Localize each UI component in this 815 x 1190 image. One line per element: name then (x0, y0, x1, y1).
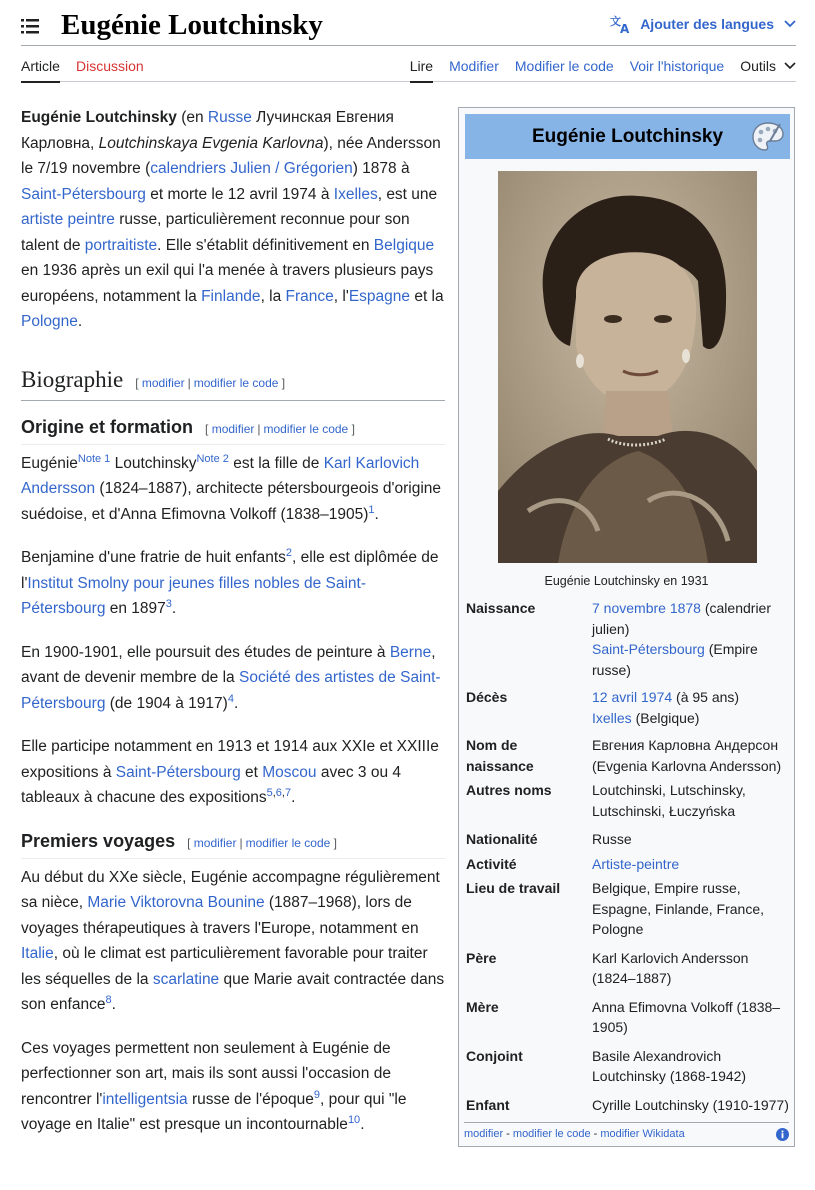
chevron-down-icon (784, 20, 796, 28)
paragraph (21, 734, 445, 811)
section-origine (21, 415, 445, 445)
paragraph (21, 865, 445, 1018)
row-label: Conjoint (466, 1047, 523, 1064)
text: (calendrier julien) (592, 600, 771, 637)
link-berne[interactable]: Berne (389, 643, 432, 661)
row-value: Karl Karlovich Andersson (1824–1887) (592, 949, 749, 986)
paragraph (21, 1036, 445, 1138)
citation-ref[interactable]: 9 (313, 1088, 320, 1101)
infobox-row-mere (466, 997, 791, 1038)
page-tabs (21, 46, 796, 82)
row-value: Евгения Карловна Андерсон (Evgenia Karlovna Andersson) (592, 737, 782, 774)
paragraph (21, 640, 445, 717)
text: , la (260, 287, 286, 305)
section-biographie (21, 365, 445, 401)
edit-code-link[interactable]: modifier le code (263, 421, 349, 436)
tab-discussion[interactable]: Discussion (76, 58, 144, 74)
section-title: Origine et formation (21, 416, 194, 437)
separator: | (257, 421, 261, 436)
link-death-place[interactable]: Ixelles (592, 709, 632, 726)
separator: | (239, 835, 243, 850)
page-title: Eugénie Loutchinsky (61, 9, 323, 41)
text: ) 1878 à (352, 160, 410, 177)
row-label: Nom de naissance (466, 737, 534, 774)
link-pologne[interactable]: Pologne (21, 313, 78, 330)
row-value: Basile Alexandrovich Loutchinsky (1868-1942) (592, 1047, 747, 1084)
separator: | (187, 375, 191, 390)
tab-historique[interactable]: Voir l'historique (629, 58, 725, 74)
section-title: Premiers voyages (21, 830, 176, 851)
row-value: Loutchinski, Lutschinsky, Lutschinski, Łuczyńska (592, 782, 746, 819)
transliteration: Loutchinskaya Evgenia Karlovna (98, 134, 324, 152)
text: (en (176, 109, 208, 126)
row-label: Décès (466, 689, 508, 705)
bracket: ] (281, 375, 286, 390)
infobox-row-enfant (466, 1095, 791, 1116)
link-death-date[interactable]: 12 avril 1974 (592, 689, 673, 705)
add-languages-label: Ajouter des langues (640, 16, 774, 32)
text: ), née Andersson le 7/19 novembre ( (21, 134, 441, 177)
row-label: Père (466, 949, 497, 966)
text: , est une (377, 185, 438, 203)
link-saint-petersbourg[interactable]: Saint-Pétersbourg (115, 763, 241, 781)
link-portraitiste[interactable]: portraitiste (84, 236, 158, 254)
row-label: Lieu de travail (466, 880, 561, 896)
footer-wikidata-link[interactable]: modifier Wikidata (600, 1128, 685, 1140)
link-intelligentsia[interactable]: intelligentsia (102, 1090, 188, 1108)
text: (à 95 ans) (672, 689, 740, 705)
link-calendriers[interactable]: calendriers Julien / Grégorien (150, 160, 353, 177)
text: est la fille de (228, 454, 324, 472)
edit-link[interactable]: modifier (141, 375, 185, 390)
row-value (592, 854, 791, 875)
add-languages-button[interactable] (610, 14, 796, 34)
citation-ref[interactable]: 2 (285, 546, 293, 559)
text: En 1900-1901, elle poursuit des études de peinture à (21, 643, 390, 661)
text: . (77, 313, 83, 330)
infobox (458, 107, 795, 1147)
infobox-row-nom (466, 735, 791, 776)
text: (Empire russe) (592, 641, 758, 678)
citation-ref[interactable]: 5 (266, 786, 273, 799)
palette-icon (750, 119, 786, 155)
infobox-title-text: Eugénie Loutchinsky (531, 126, 724, 147)
text: . (111, 996, 116, 1013)
infobox-rows (466, 598, 791, 1119)
citation-ref[interactable]: 8 (105, 993, 112, 1006)
article-body (21, 105, 445, 1156)
text: russe, particulièrement reconnue pour son talent de (21, 211, 410, 254)
link-italie[interactable]: Italie (21, 945, 54, 962)
text: , (281, 786, 285, 799)
citation-ref[interactable]: 6 (275, 786, 282, 799)
text: . (291, 789, 296, 806)
edit-link[interactable]: modifier (211, 421, 255, 436)
footer-modifier-code-link[interactable]: modifier le code (512, 1128, 591, 1140)
text: Ces voyages permettent non seulement à Eugénie de perfectionner son art, mais ils sont aussi l'occasion de rencontrer l' (21, 1039, 391, 1108)
link-institut-smolny[interactable]: Institut Smolny pour jeunes filles nobles de Saint-Pétersbourg (21, 574, 367, 617)
photo-caption: Eugénie Loutchinsky en 1931 (544, 574, 709, 588)
text: , l' (333, 287, 349, 305)
text: que Marie avait contractée dans son enfance (21, 970, 445, 1013)
row-label: Nationalité (466, 831, 538, 847)
text: Eugénie (21, 454, 78, 472)
menu-icon[interactable] (21, 18, 39, 34)
text: . (374, 505, 379, 523)
infobox-row-naissance (466, 598, 791, 680)
chevron-down-icon (784, 62, 796, 70)
infobox-row-travail (466, 878, 791, 940)
text: Elle participe notamment en 1913 et 1914 aux XXIe et XXIIIe expositions à (21, 738, 439, 781)
link-karl-andersson[interactable]: Karl Karlovich Andersson (21, 454, 420, 497)
tab-modifier[interactable]: Modifier (449, 58, 499, 74)
link-saint-petersbourg[interactable]: Saint-Pétersbourg (21, 185, 146, 203)
row-label: Naissance (466, 600, 536, 616)
infobox-footer (464, 1122, 789, 1142)
subject-name: Eugénie Loutchinsky (21, 109, 177, 126)
text: (Belgique) (631, 709, 700, 726)
portrait-photo[interactable] (498, 171, 757, 563)
text: . (360, 1116, 365, 1133)
tools-label: Outils (740, 58, 776, 74)
text: russe de l'époque (187, 1090, 314, 1108)
infobox-title (465, 114, 790, 159)
separator: - (503, 1128, 513, 1140)
note-ref[interactable]: Note 1 (77, 452, 111, 465)
citation-ref[interactable]: 3 (165, 597, 172, 610)
edit-section-links (135, 376, 285, 390)
row-value: Anna Efimovna Volkoff (1838–1905) (592, 998, 781, 1035)
bracket: [ (187, 835, 191, 850)
info-icon[interactable] (776, 1128, 789, 1141)
text: , pour qui "le voyage en Italie" est presque un incontournable (21, 1090, 407, 1133)
page-header (21, 8, 796, 46)
infobox-row-autres (466, 780, 791, 821)
link-scarlatine[interactable]: scarlatine (152, 970, 220, 988)
footer-modifier-link[interactable]: modifier (464, 1128, 504, 1140)
edit-link[interactable]: modifier (193, 835, 237, 850)
link-birth-place[interactable]: Saint-Pétersbourg (592, 641, 705, 657)
section-voyages (21, 829, 445, 859)
text: en 1897 (105, 600, 166, 617)
infobox-row-conjoint (466, 1046, 791, 1087)
link-finlande[interactable]: Finlande (201, 287, 261, 305)
row-value: Russe (592, 831, 632, 847)
note-ref[interactable]: Note 2 (196, 452, 229, 465)
text: . (233, 694, 239, 712)
row-label: Activité (466, 855, 517, 872)
edit-code-link[interactable]: modifier le code (245, 835, 331, 850)
text: , où le climat est particulièrement favorable pour traiter les séquelles de la (21, 945, 428, 988)
row-value: Belgique, Empire russe, Espagne, Finlande, France, Pologne (592, 880, 764, 937)
edit-code-link[interactable]: modifier le code (193, 375, 279, 390)
paragraph (21, 451, 445, 528)
text: avec 3 ou 4 tableaux à chacune des expositions (21, 763, 401, 806)
link-france[interactable]: France (285, 287, 334, 305)
link-espagne[interactable]: Espagne (348, 287, 411, 305)
translate-icon (610, 14, 632, 34)
tab-article[interactable]: Article (21, 58, 60, 74)
text: , avant de devenir membre de la (21, 643, 436, 686)
text: Лучинская Евгения Карловна, (21, 109, 394, 152)
citation-ref[interactable]: 10 (347, 1113, 361, 1126)
text: en 1936 après un exil qui l'a menée à travers plusieurs pays européens, notamment la (21, 262, 434, 305)
text: et (240, 763, 263, 781)
row-value: Cyrille Loutchinsky (1910-1977) (592, 1096, 789, 1113)
bracket: ] (351, 421, 355, 436)
section-title: Biographie (21, 366, 124, 392)
tools-menu[interactable] (740, 57, 796, 75)
row-value (592, 687, 791, 728)
link-societe-artistes[interactable]: Société des artistes de Saint-Pétersbourg (21, 669, 441, 712)
row-label: Mère (466, 998, 499, 1015)
link-moscou[interactable]: Moscou (262, 763, 317, 781)
bracket: [ (205, 421, 209, 436)
link-birth-date[interactable]: 7 novembre 1878 (592, 600, 701, 616)
intro-paragraph (21, 105, 445, 335)
link-marie-bounine[interactable]: Marie Viktorovna Bounine (87, 894, 265, 911)
row-label: Enfant (466, 1096, 510, 1113)
infobox-row-pere (466, 948, 791, 989)
bracket: [ (135, 375, 139, 390)
citation-ref[interactable]: 4 (227, 692, 234, 705)
text: et morte le 12 avril 1974 à (145, 185, 334, 203)
text: , elle est diplômée de l' (21, 549, 439, 592)
svg-text:A: A (620, 22, 630, 34)
paragraph (21, 545, 445, 622)
edit-section-links (205, 422, 355, 436)
infobox-row-nationalite (466, 829, 791, 850)
infobox-row-activite (466, 854, 791, 875)
citation-ref[interactable]: 7 (284, 786, 292, 799)
link-russe[interactable]: Russe (207, 109, 252, 126)
citation-ref[interactable]: 1 (368, 503, 375, 516)
text: Au début du XXe siècle, Eugénie accompagne régulièrement sa nièce, (21, 868, 440, 911)
link-artiste-peintre[interactable]: Artiste-peintre (592, 855, 680, 872)
tab-lire[interactable]: Lire (409, 58, 434, 74)
row-value (592, 598, 791, 680)
text: (de 1904 à 1917) (105, 694, 228, 712)
text: . Elle s'établit définitivement en (157, 236, 374, 254)
text: , (272, 786, 276, 799)
link-belgique[interactable]: Belgique (373, 236, 435, 254)
text: Benjamine d'une fratrie de huit enfants (21, 549, 286, 566)
text: (1824–1887), architecte pétersbourgeois d'origine suédoise, et d'Anna Efimovna Volkoff (1838–1905) (21, 480, 442, 523)
edit-section-links (187, 836, 337, 850)
svg-text:文: 文 (610, 15, 622, 28)
text: et la (410, 287, 444, 305)
page-actions (394, 57, 796, 75)
link-artiste-peintre[interactable]: artiste peintre (21, 211, 115, 228)
text: . (171, 600, 177, 617)
row-label: Autres noms (466, 782, 552, 798)
bracket: ] (333, 835, 338, 850)
text: Loutchinsky (110, 454, 197, 472)
separator: - (590, 1128, 601, 1140)
link-ixelles[interactable]: Ixelles (333, 185, 378, 203)
text: (1887–1968), lors de voyages thérapeutiques à travers l'Europe, notamment en (21, 894, 419, 937)
tab-modifier-code[interactable]: Modifier le code (514, 58, 614, 74)
infobox-row-deces (466, 687, 791, 728)
